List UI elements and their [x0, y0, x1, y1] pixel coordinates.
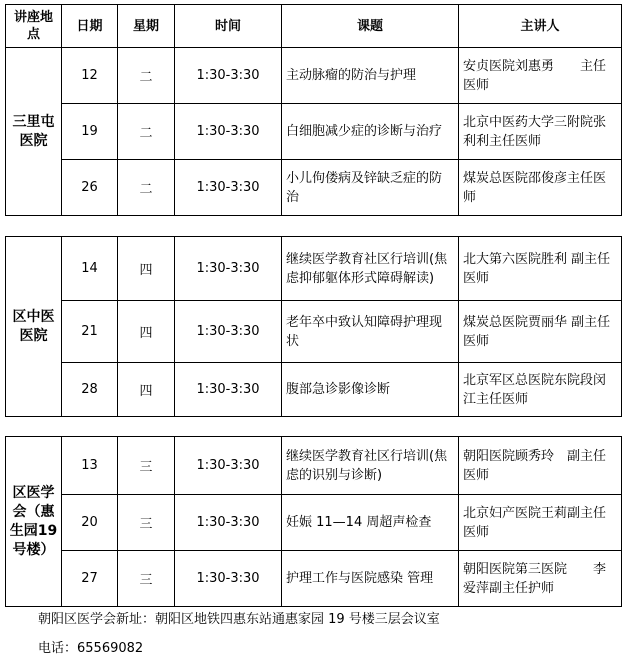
- weekday-cell: 三: [118, 495, 175, 551]
- time-cell: 1:30-3:30: [175, 301, 282, 363]
- date-cell: 14: [62, 237, 118, 301]
- header-speaker: 主讲人: [459, 5, 622, 48]
- header-weekday: 星期: [118, 5, 175, 48]
- speaker-cell: 北大第六医院胜利 副主任医师: [459, 237, 622, 301]
- header-time: 时间: [175, 5, 282, 48]
- time-cell: 1:30-3:30: [175, 437, 282, 495]
- speaker-cell: 朝阳医院第三医院 李爱萍副主任护师: [459, 551, 622, 607]
- footer-address: 朝阳区医学会新址：朝阳区地铁四惠东站通惠家园 19 号楼三层会议室: [38, 612, 440, 627]
- time-cell: 1:30-3:30: [175, 48, 282, 104]
- weekday-cell: 四: [118, 301, 175, 363]
- header-topic: 课题: [282, 5, 459, 48]
- date-cell: 19: [62, 104, 118, 160]
- weekday-cell: 三: [118, 437, 175, 495]
- table-row: [6, 104, 622, 160]
- weekday-cell: 四: [118, 363, 175, 417]
- table-row: [6, 301, 622, 363]
- time-cell: 1:30-3:30: [175, 495, 282, 551]
- speaker-cell: 煤炭总医院邵俊彦主任医师: [459, 160, 622, 216]
- topic-cell: 护理工作与医院感染 管理: [282, 551, 459, 607]
- location-cell: 区中医医院: [6, 237, 62, 417]
- time-cell: 1:30-3:30: [175, 104, 282, 160]
- weekday-cell: 二: [118, 48, 175, 104]
- table-header-row: [6, 5, 622, 48]
- location-cell: 区医学会（惠生园19号楼）: [6, 437, 62, 607]
- table-row: [6, 48, 622, 104]
- table-row: [6, 363, 622, 417]
- header-date: 日期: [62, 5, 118, 48]
- lecture-table-section-2: [5, 236, 622, 417]
- time-cell: 1:30-3:30: [175, 551, 282, 607]
- weekday-cell: 二: [118, 104, 175, 160]
- speaker-cell: 北京中医药大学三附院张利利主任医师: [459, 104, 622, 160]
- table-row: [6, 160, 622, 216]
- topic-cell: 继续医学教育社区行培训(焦虑抑郁躯体形式障碍解读): [282, 237, 459, 301]
- weekday-cell: 二: [118, 160, 175, 216]
- date-cell: 13: [62, 437, 118, 495]
- table-row: [6, 551, 622, 607]
- location-cell: 三里屯医院: [6, 48, 62, 216]
- header-location: 讲座地点: [6, 5, 62, 48]
- topic-cell: 白细胞减少症的诊断与治疗: [282, 104, 459, 160]
- lecture-table-section-1: [5, 4, 622, 216]
- speaker-cell: 安贞医院刘惠勇 主任医师: [459, 48, 622, 104]
- time-cell: 1:30-3:30: [175, 363, 282, 417]
- date-cell: 12: [62, 48, 118, 104]
- topic-cell: 主动脉瘤的防治与护理: [282, 48, 459, 104]
- time-cell: 1:30-3:30: [175, 160, 282, 216]
- table-row: [6, 495, 622, 551]
- speaker-cell: 北京军区总医院东院段闵江主任医师: [459, 363, 622, 417]
- topic-cell: 腹部急诊影像诊断: [282, 363, 459, 417]
- speaker-cell: 北京妇产医院王莉副主任医师: [459, 495, 622, 551]
- topic-cell: 老年卒中致认知障碍护理现状: [282, 301, 459, 363]
- weekday-cell: 三: [118, 551, 175, 607]
- time-cell: 1:30-3:30: [175, 237, 282, 301]
- weekday-cell: 四: [118, 237, 175, 301]
- lecture-table-section-3: [5, 436, 622, 607]
- table-row: [6, 437, 622, 495]
- date-cell: 27: [62, 551, 118, 607]
- table-row: [6, 237, 622, 301]
- topic-cell: 小儿佝偻病及锌缺乏症的防治: [282, 160, 459, 216]
- date-cell: 20: [62, 495, 118, 551]
- date-cell: 28: [62, 363, 118, 417]
- footer-phone: 电话：65569082: [38, 641, 144, 656]
- date-cell: 21: [62, 301, 118, 363]
- speaker-cell: 朝阳医院顾秀玲 副主任医师: [459, 437, 622, 495]
- topic-cell: 继续医学教育社区行培训(焦虑的识别与诊断): [282, 437, 459, 495]
- topic-cell: 妊娠 11—14 周超声检查: [282, 495, 459, 551]
- date-cell: 26: [62, 160, 118, 216]
- speaker-cell: 煤炭总医院贾丽华 副主任医师: [459, 301, 622, 363]
